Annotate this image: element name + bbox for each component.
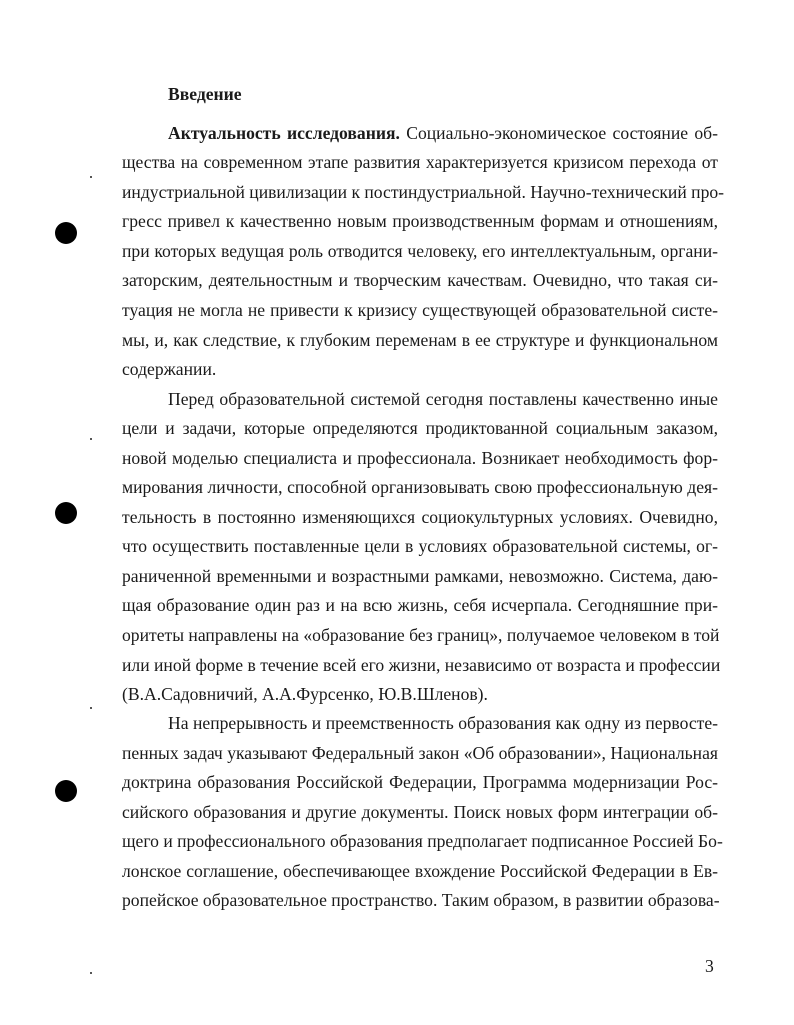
text-line: содержании. xyxy=(122,359,217,379)
text-line: гресс привел к качественно новым производственным формам и отношениям, xyxy=(122,211,718,231)
lead-phrase: Актуальность исследования. xyxy=(168,123,400,143)
punch-hole-middle xyxy=(55,502,77,524)
text-line: при которых ведущая роль отводится человеку, его интеллектуальным, органи- xyxy=(122,241,718,261)
text-line: щая образование один раз и на всю жизнь, себя исчерпала. Сегодняшние при- xyxy=(122,595,718,615)
text-line: щества на современном этапе развития характеризуется кризисом перехода от xyxy=(122,152,718,172)
text-line: туация не могла не привести к кризису существующей образовательной систе- xyxy=(122,300,718,320)
scan-speck xyxy=(90,176,92,178)
scan-speck xyxy=(90,438,92,440)
scan-speck xyxy=(90,972,92,974)
text-line: или иной форме в течение всей его жизни, независимо от возраста и профессии xyxy=(122,655,721,675)
text-line: заторским, деятельностным и творческим качествам. Очевидно, что такая си- xyxy=(122,270,718,290)
text-line: мирования личности, способной организовывать свою профессиональную дея- xyxy=(122,477,718,497)
text-line: Актуальность исследования. Социально-экономическое состояние об- xyxy=(168,123,718,143)
text-line: тельность в постоянно изменяющихся социокультурных условиях. Очевидно, xyxy=(122,507,718,527)
text-line: ропейское образовательное пространство. Таким образом, в развитии образова- xyxy=(122,890,720,910)
scan-speck xyxy=(90,707,92,709)
text-line: (В.А.Садовничий, А.А.Фурсенко, Ю.В.Шленов). xyxy=(122,684,488,704)
text-line: лонское соглашение, обеспечивающее вхождение Российской Федерации в Ев- xyxy=(122,861,718,881)
text-line: Перед образовательной системой сегодня поставлены качественно иные xyxy=(168,389,718,409)
punch-hole-bottom xyxy=(55,780,77,802)
text-line: На непрерывность и преемственность образования как одну из первосте- xyxy=(168,713,718,733)
text-line: цели и задачи, которые определяются продиктованной социальным заказом, xyxy=(122,418,718,438)
text-line: раниченной временными и возрастными рамками, невозможно. Система, даю- xyxy=(122,566,718,586)
text-line: новой моделью специалиста и профессионала. Возникает необходимость фор- xyxy=(122,448,718,468)
text-line: индустриальной цивилизации к постиндустриальной. Научно-технический про- xyxy=(122,182,725,202)
text-line: доктрина образования Российской Федерации, Программа модернизации Рос- xyxy=(122,772,718,792)
text-line: сийского образования и другие документы. Поиск новых форм интеграции об- xyxy=(122,802,718,822)
text-line: мы, и, как следствие, к глубоким переменам в ее структуре и функциональном xyxy=(122,330,718,350)
text-line: пенных задач указывают Федеральный закон «Об образовании», Национальная xyxy=(122,743,718,763)
text-line: оритеты направлены на «образование без границ», получаемое человеком в той xyxy=(122,625,720,645)
punch-hole-top xyxy=(55,222,77,244)
text-line: щего и профессионального образования предполагает подписанное Россией Бо- xyxy=(122,831,723,851)
page-number: 3 xyxy=(705,956,714,976)
text-line: что осуществить поставленные цели в условиях образовательной системы, ог- xyxy=(122,536,718,556)
section-heading: Введение xyxy=(168,84,242,104)
